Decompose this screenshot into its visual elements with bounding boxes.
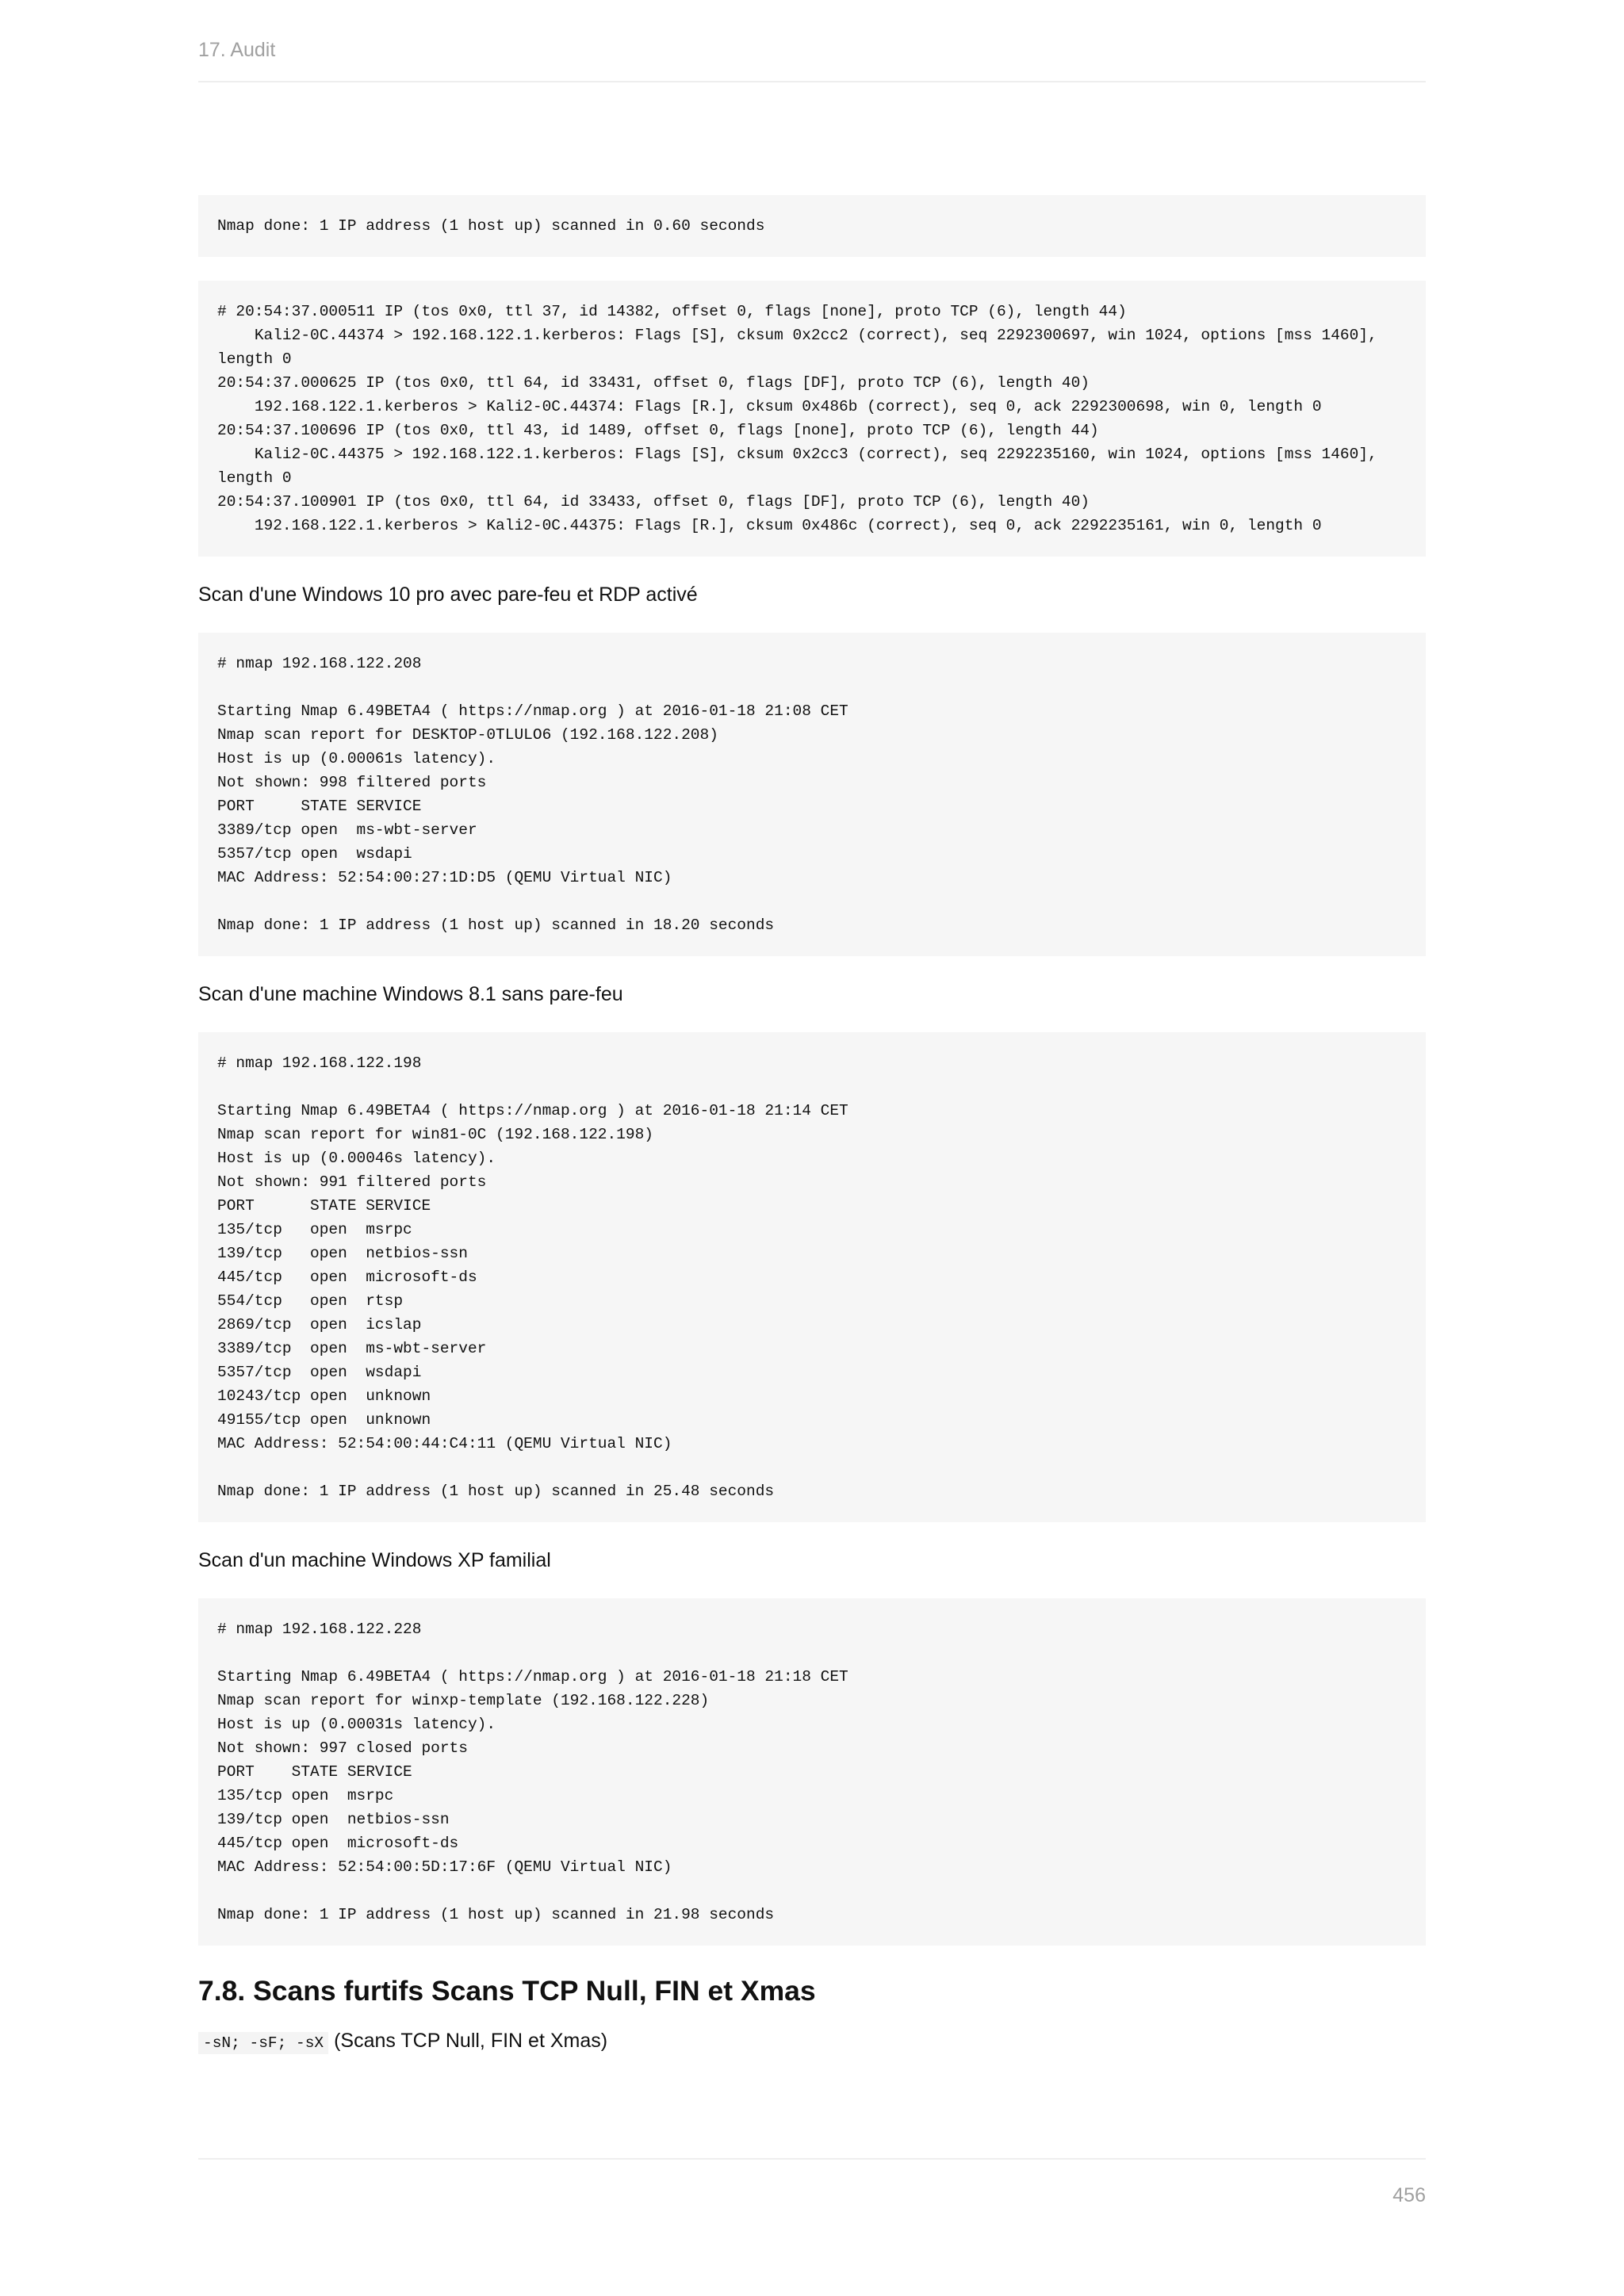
code-block-tcpdump: # 20:54:37.000511 IP (tos 0x0, ttl 37, id 14382, offset 0, flags [none], proto TCP (6), length 44) Kali2-0C.44374 > 192.168.122.1.kerberos: Flags [S], cksum 0x2cc2 (correct), seq 2292300697, win 1024, options [mss 1460], length 0 20:54:37.000625 IP (tos 0x0, ttl 64, id 33431, offset 0, flags [DF], proto TCP (6), length 40) 192.168.122.1.kerberos > Kali2-0C.44374: Flags [R.], cksum 0x486b (correct), seq 0, ack 2292300698, win 0, length 0 20:54:37.100696 IP (tos 0x0, ttl 43, id 1489, offset 0, flags [none], proto TCP (6), length 44) Kali2-0C.44375 > 192.168.122.1.kerberos: Flags [S], cksum 0x2cc3 (correct), seq 2292235160, win 1024, options [mss 1460], length 0 20:54:37.100901 IP (tos 0x0, ttl 64, id 33433, offset 0, flags [DF], proto TCP (6), length 40) 192.168.122.1.kerberos > Kali2-0C.44375: Flags [R.], cksum 0x486c (correct), seq 0, ack 2292235161, win 0, length 0 <box>198 281 1426 557</box>
section-heading: 7.8. Scans furtifs Scans TCP Null, FIN et Xmas <box>198 1975 816 2007</box>
paragraph-windowsxp: Scan d'un machine Windows XP familial <box>198 1549 551 1571</box>
code-block-scan-windowsxp: # nmap 192.168.122.228 Starting Nmap 6.49BETA4 ( https://nmap.org ) at 2016-01-18 21:18 CET Nmap scan report for winxp-template (192.168.122.228) Host is up (0.00031s latency). Not shown: 997 closed ports PORT STATE SERVICE 135/tcp open msrpc 139/tcp open netbios-ssn 445/tcp open microsoft-ds MAC Address: 52:54:00:5D:17:6F (QEMU Virtual NIC) Nmap done: 1 IP address (1 host up) scanned in 21.98 seconds <box>198 1598 1426 1946</box>
paragraph-scan-options-text: (Scans TCP Null, FIN et Xmas) <box>328 2030 608 2052</box>
code-block-nmap-done: Nmap done: 1 IP address (1 host up) scanned in 0.60 seconds <box>198 195 1426 257</box>
page-number: 456 <box>1392 2184 1426 2206</box>
page-content <box>198 195 1426 2057</box>
paragraph-windows10: Scan d'une Windows 10 pro avec pare-feu et RDP activé <box>198 584 698 606</box>
paragraph-scan-options <box>198 2026 1426 2057</box>
page-header <box>198 0 1426 82</box>
code-block-scan-windows10: # nmap 192.168.122.208 Starting Nmap 6.49BETA4 ( https://nmap.org ) at 2016-01-18 21:08 CET Nmap scan report for DESKTOP-0TLULO6 (192.168.122.208) Host is up (0.00061s latency). Not shown: 998 filtered ports PORT STATE SERVICE 3389/tcp open ms-wbt-server 5357/tcp open wsdapi MAC Address: 52:54:00:27:1D:D5 (QEMU Virtual NIC) Nmap done: 1 IP address (1 host up) scanned in 18.20 seconds <box>198 633 1426 956</box>
page-footer <box>198 2158 1426 2239</box>
code-block-scan-windows81: # nmap 192.168.122.198 Starting Nmap 6.49BETA4 ( https://nmap.org ) at 2016-01-18 21:14 CET Nmap scan report for win81-0C (192.168.122.198) Host is up (0.00046s latency). Not shown: 991 filtered ports PORT STATE SERVICE 135/tcp open msrpc 139/tcp open netbios-ssn 445/tcp open microsoft-ds 554/tcp open rtsp 2869/tcp open icslap 3389/tcp open ms-wbt-server 5357/tcp open wsdapi 10243/tcp open unknown 49155/tcp open unknown MAC Address: 52:54:00:44:C4:11 (QEMU Virtual NIC) Nmap done: 1 IP address (1 host up) scanned in 25.48 seconds <box>198 1032 1426 1522</box>
chapter-title: 17. Audit <box>198 39 276 61</box>
paragraph-windows81: Scan d'une machine Windows 8.1 sans pare-feu <box>198 983 623 1005</box>
inline-code-flags: -sN; -sF; -sX <box>198 2032 328 2054</box>
